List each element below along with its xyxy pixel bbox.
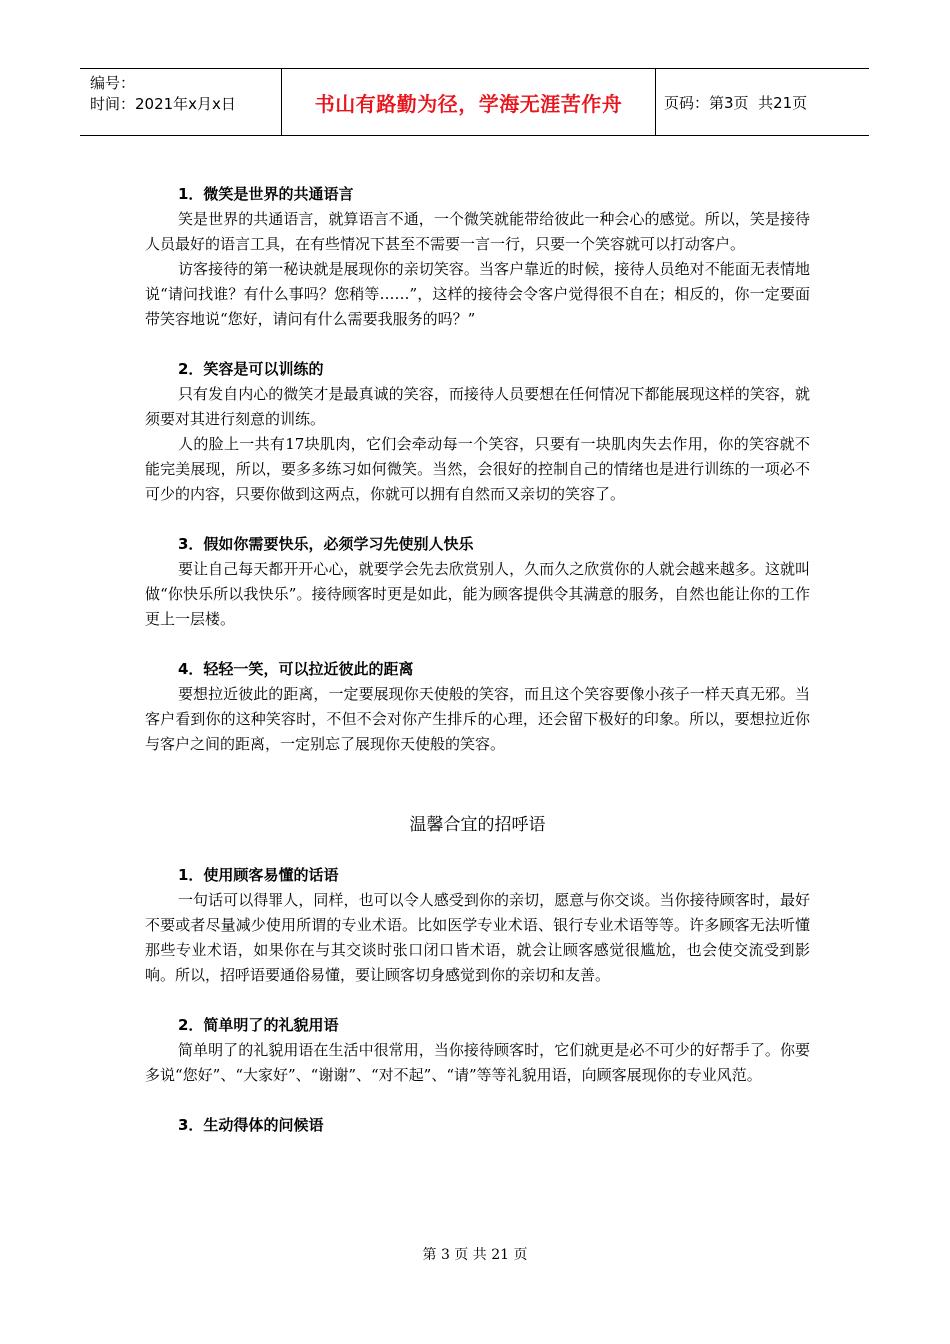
section-heading: 3．假如你需要快乐，必须学习先使别人快乐 bbox=[178, 535, 474, 553]
motto-text: 书山有路勤为径，学海无涯苦作舟 bbox=[314, 91, 623, 116]
page-header bbox=[80, 68, 869, 136]
paragraph: 访客接待的第一秘诀就是展现你的亲切笑容。当客户靠近的时候，接待人员绝对不能面无表情地说“请问找谁？有什么事吗？您稍等……”，这样的接待会令客户觉得很不自在；相反的，你一定要面带笑容地说“您好，请问有什么需要我服务的吗？” bbox=[145, 260, 810, 328]
section-heading: 1．使用顾客易懂的话语 bbox=[178, 866, 339, 884]
page-footer bbox=[0, 1244, 950, 1264]
paragraph: 要让自己每天都开开心心，就要学会先去欣赏别人，久而久之欣赏你的人就会越来越多。这就叫做“你快乐所以我快乐”。接待顾客时更是如此，能为顾客提供令其满意的服务，自然也能让你的工作更上一层楼。 bbox=[145, 560, 810, 628]
header-meta bbox=[80, 69, 282, 135]
section-heading: 3．生动得体的问候语 bbox=[178, 1116, 324, 1134]
paragraph: 要想拉近彼此的距离，一定要展现你天使般的笑容，而且这个笑容要像小孩子一样天真无邪。当客户看到你的这种笑容时，不但不会对你产生排斥的心理，还会留下极好的印象。所以，要想拉近你与客户之间的距离，一定别忘了展现你天使般的笑容。 bbox=[145, 685, 810, 753]
footer-page-number: 第 3 页 共 21 页 bbox=[422, 1247, 528, 1263]
document-body bbox=[145, 182, 810, 1138]
number-label: 编号： bbox=[90, 74, 136, 92]
paragraph: 人的脸上一共有17块肌肉，它们会牵动每一个笑容，只要有一块肌肉失去作用，你的笑容就不能完美展现，所以，要多多练习如何微笑。当然，会很好的控制自己的情绪也是进行训练的一项必不可少的内容，只要你做到这两点，你就可以拥有自然而又亲切的笑容了。 bbox=[145, 435, 810, 503]
paragraph: 只有发自内心的微笑才是最真诚的笑容，而接待人员要想在任何情况下都能展现这样的笑容，就须要对其进行刻意的训练。 bbox=[145, 385, 810, 428]
section-heading: 2．简单明了的礼貌用语 bbox=[178, 1016, 339, 1034]
header-page-info bbox=[656, 69, 869, 135]
section-heading: 2．笑容是可以训练的 bbox=[178, 360, 324, 378]
section-heading: 1．微笑是世界的共通语言 bbox=[178, 185, 354, 203]
paragraph: 简单明了的礼貌用语在生活中很常用，当你接待顾客时，它们就更是必不可少的好帮手了。你要多说“您好”、“大家好”、“谢谢”、“对不起”、“请”等等礼貌用语，向顾客展现你的专业风范。 bbox=[145, 1041, 810, 1084]
section-heading: 4．轻轻一笑，可以拉近彼此的距离 bbox=[178, 660, 414, 678]
page-info-text: 页码：第3页 共21页 bbox=[664, 93, 808, 112]
chapter-title: 温馨合宜的招呼语 bbox=[409, 815, 546, 835]
paragraph: 一句话可以得罪人，同样，也可以令人感受到你的亲切，愿意与你交谈。当你接待顾客时，最好不要或者尽量减少使用所谓的专业术语。比如医学专业术语、银行专业术语等等。许多顾客无法听懂那些专业术语，如果你在与其交谈时张口闭口皆术语，就会让顾客感觉很尴尬，也会使交流受到影响。所以，招呼语要通俗易懂，要让顾客切身感觉到你的亲切和友善。 bbox=[145, 891, 810, 984]
header-motto bbox=[282, 69, 656, 135]
time-label: 时间：2021年x月x日 bbox=[90, 95, 236, 113]
paragraph: 笑是世界的共通语言，就算语言不通，一个微笑就能带给彼此一种会心的感觉。所以，笑是接待人员最好的语言工具，在有些情况下甚至不需要一言一行，只要一个笑容就可以打动客户。 bbox=[145, 210, 810, 253]
